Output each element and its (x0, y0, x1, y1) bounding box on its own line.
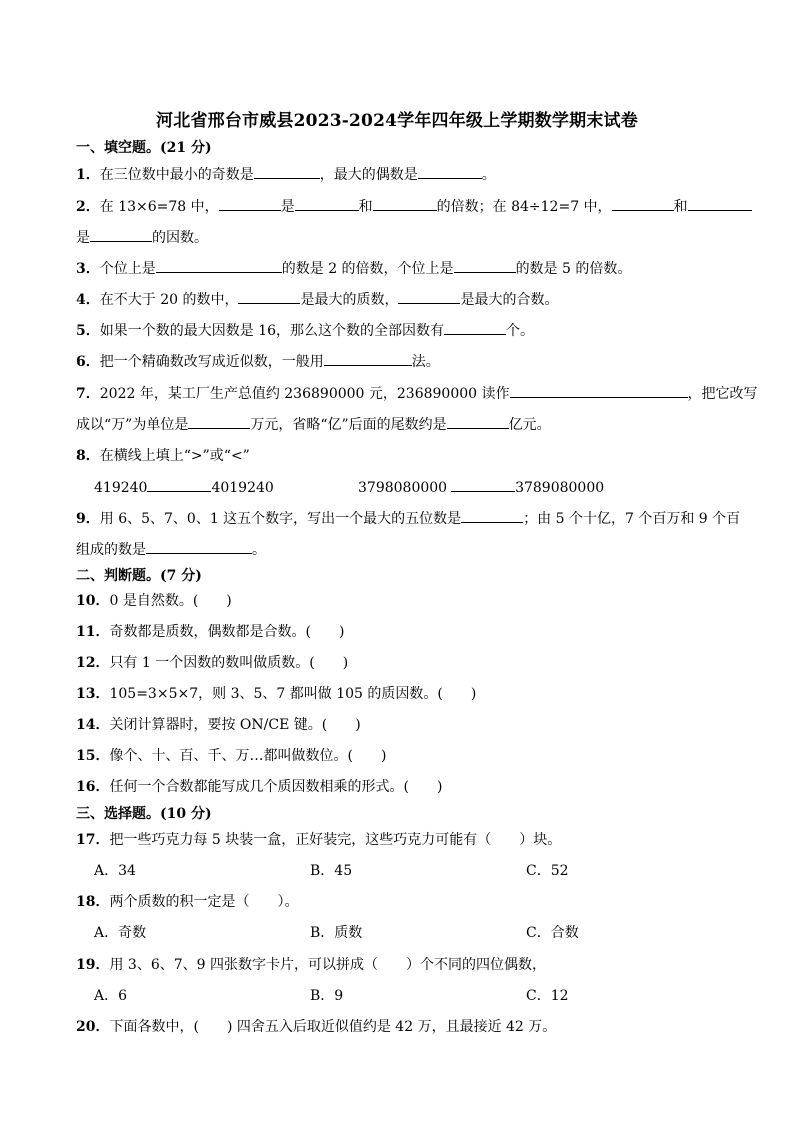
compare-pair-1 (94, 477, 274, 498)
question-1 (76, 164, 496, 185)
option-b[interactable]: B．质数 (310, 925, 363, 941)
question-text: ；由 5 个十亿，7 个百万和 9 个百 (523, 511, 741, 527)
question-number: 5． (76, 323, 100, 339)
question-text: 在三位数中最小的奇数是 (99, 167, 254, 183)
question-number: 16． (76, 779, 110, 795)
question-number: 13． (76, 686, 110, 702)
question-text: 个位上是 (99, 261, 156, 277)
answer-blank[interactable] (295, 196, 359, 211)
question-text: 亿元。 (508, 417, 551, 433)
question-11 (76, 622, 344, 642)
question-text: 法。 (411, 354, 440, 370)
question-text: 把一些巧克力每 5 块装一盒，正好装完，这些巧克力可能有（ ）块。 (109, 832, 562, 848)
answer-blank[interactable] (254, 164, 320, 179)
question-text: 如果一个数的最大因数是 16，那么这个数的全部因数有 (99, 323, 445, 339)
question-8 (76, 446, 250, 466)
question-2 (76, 196, 752, 217)
question-19 (76, 955, 546, 975)
question-text: 成以“万”为单位是 (76, 417, 189, 433)
question-text: 组成的数是 (76, 542, 146, 558)
answer-blank[interactable] (90, 227, 152, 242)
option-a[interactable]: A．34 (94, 863, 136, 879)
question-number: 20． (76, 1019, 110, 1035)
question-4 (76, 289, 558, 310)
question-text: 在横线上填上“>”或“<” (99, 448, 250, 464)
question-text: 把一个精确数改写成近似数，一般用 (99, 354, 324, 370)
question-text: ，把它改写 (687, 386, 758, 402)
question-number: 17． (76, 832, 110, 848)
compare-left-number: 3798080000 (358, 480, 448, 496)
compare-answer-blank[interactable] (147, 477, 211, 492)
answer-blank[interactable] (510, 383, 688, 398)
question-12 (76, 653, 348, 673)
answer-blank[interactable] (418, 164, 482, 179)
question-text: 个。 (506, 323, 535, 339)
question-text: 和 (358, 199, 373, 215)
question-text: 。 (252, 542, 266, 558)
question-7-continued (76, 414, 551, 435)
question-text: 2022 年，某工厂生产总值约 236890000 元，236890000 读作 (99, 386, 510, 402)
question-text: 0 是自然数。( ) (109, 593, 232, 609)
question-number: 9． (76, 511, 100, 527)
answer-blank[interactable] (461, 508, 523, 523)
question-16 (76, 777, 442, 797)
option-c[interactable]: C．合数 (526, 925, 579, 941)
question-6 (76, 351, 440, 372)
question-18 (76, 892, 298, 912)
answer-blank[interactable] (373, 196, 437, 211)
question-text: 是最大的质数， (300, 292, 399, 308)
section-heading-multiple-choice: 三、选择题。(10 分) (76, 806, 212, 822)
section-heading-true-false: 二、判断题。(7 分) (76, 568, 202, 584)
question-5 (76, 320, 534, 341)
question-text: 奇数都是质数，偶数都是合数。( ) (109, 624, 345, 640)
compare-right-number: 3789080000 (515, 480, 605, 496)
question-text: 两个质数的积一定是（ ）。 (109, 894, 299, 910)
question-number: 2． (76, 199, 100, 215)
question-2-continued (76, 227, 208, 248)
question-text: ，最大的偶数是 (319, 167, 418, 183)
question-text: 关闭计算器时，要按 ON/CE 键。( ) (109, 717, 361, 733)
option-b[interactable]: B．9 (310, 988, 344, 1004)
question-number: 18． (76, 894, 110, 910)
question-15 (76, 746, 386, 766)
answer-blank[interactable] (238, 289, 300, 304)
question-number: 10． (76, 593, 110, 609)
question-number: 15． (76, 748, 110, 764)
question-number: 7． (76, 386, 100, 402)
section-heading-fill-in: 一、填空题。(21 分) (76, 140, 212, 156)
question-text: 的数是 2 的倍数，个位上是 (281, 261, 454, 277)
question-number: 19． (76, 957, 110, 973)
question-17 (76, 830, 561, 850)
question-number: 4． (76, 292, 100, 308)
answer-blank[interactable] (156, 258, 282, 273)
question-text: 在不大于 20 的数中， (99, 292, 239, 308)
answer-blank[interactable] (688, 196, 752, 211)
question-text: 是 (280, 199, 295, 215)
question-number: 14． (76, 717, 110, 733)
answer-blank[interactable] (454, 258, 516, 273)
answer-blank[interactable] (188, 414, 250, 429)
question-text: 的因数。 (152, 230, 208, 246)
question-number: 12． (76, 655, 110, 671)
question-9-continued (76, 539, 266, 560)
option-a[interactable]: A．6 (94, 988, 128, 1004)
answer-blank[interactable] (444, 320, 506, 335)
question-text: 是最大的合数。 (460, 292, 559, 308)
question-number: 11． (76, 624, 110, 640)
question-number: 3． (76, 261, 100, 277)
question-text: 和 (673, 199, 688, 215)
answer-blank[interactable] (398, 289, 460, 304)
question-text: 的倍数；在 84÷12=7 中， (436, 199, 612, 215)
exam-title: 河北省邢台市威县2023-2024学年四年级上学期数学期末试卷 (156, 111, 638, 131)
question-10 (76, 591, 232, 611)
question-number: 1． (76, 167, 100, 183)
question-text: 任何一个合数都能写成几个质因数相乘的形式。( ) (109, 779, 443, 795)
question-7 (76, 383, 758, 404)
question-text: 下面各数中，( ) 四舍五入后取近似值约是 42 万，且最接近 42 万。 (109, 1019, 557, 1035)
answer-blank[interactable] (146, 539, 252, 554)
compare-answer-blank[interactable] (451, 477, 515, 492)
question-20 (76, 1017, 556, 1037)
question-14 (76, 715, 361, 735)
question-text: 用 3、6、7、9 四张数字卡片，可以拼成（ ）个不同的四位偶数， (109, 957, 547, 973)
compare-pair-2 (358, 477, 604, 498)
question-9 (76, 508, 740, 529)
question-text: 。 (481, 167, 496, 183)
question-13 (76, 684, 476, 704)
question-number: 6． (76, 354, 100, 370)
answer-blank[interactable] (219, 196, 281, 211)
question-text: 像个、十、百、千、万…都叫做数位。( ) (109, 748, 387, 764)
compare-left-number: 419240 (94, 480, 148, 496)
option-c[interactable]: C．52 (526, 863, 569, 879)
question-text: 在 13×6=78 中， (99, 199, 219, 215)
option-c[interactable]: C．12 (526, 988, 569, 1004)
question-text: 是 (76, 230, 90, 246)
answer-blank[interactable] (612, 196, 674, 211)
question-3 (76, 258, 631, 279)
answer-blank[interactable] (447, 414, 509, 429)
compare-right-number: 4019240 (211, 480, 274, 496)
answer-blank[interactable] (324, 351, 412, 366)
question-text: 万元，省略“亿”后面的尾数约是 (250, 417, 447, 433)
question-text: 105=3×5×7，则 3、5、7 都叫做 105 的质因数。( ) (109, 686, 477, 702)
question-text: 的数是 5 的倍数。 (515, 261, 632, 277)
option-a[interactable]: A．奇数 (94, 925, 147, 941)
question-text: 只有 1 一个因数的数叫做质数。( ) (109, 655, 349, 671)
option-b[interactable]: B．45 (310, 863, 353, 879)
question-text: 用 6、5、7、0、1 这五个数字，写出一个最大的五位数是 (99, 511, 462, 527)
question-number: 8． (76, 448, 100, 464)
